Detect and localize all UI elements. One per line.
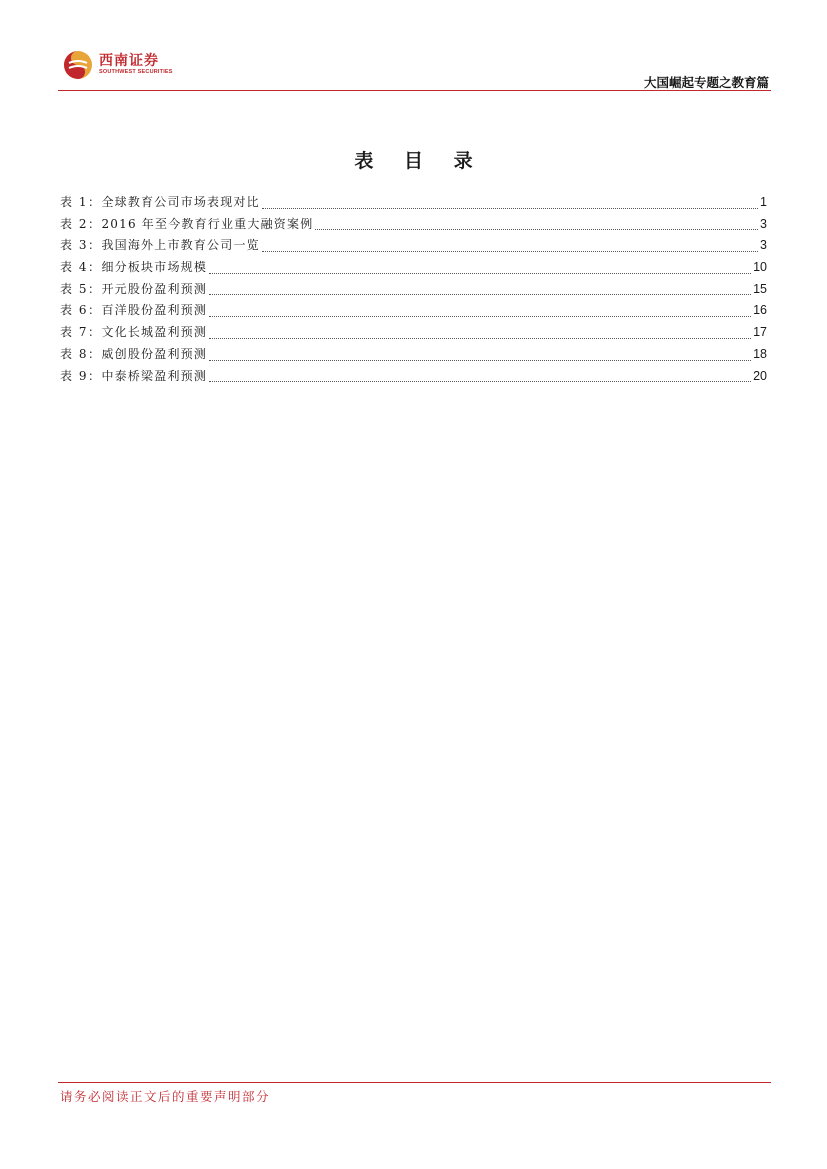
- toc-entry-page: 16: [753, 303, 767, 318]
- toc-entry-label: 表 1：: [60, 195, 102, 209]
- toc-entry-label: 表 3：: [60, 238, 102, 253]
- toc-leader-dots: [209, 315, 751, 317]
- toc-entry[interactable]: [60, 323, 767, 345]
- toc-entry-page: 10: [753, 260, 767, 275]
- toc-entry-label: 表 6：: [60, 303, 102, 318]
- toc-entry-text: 细分板块市场规模: [101, 260, 208, 275]
- toc-leader-dots: [209, 359, 751, 361]
- southwest-securities-logo-icon: [63, 50, 93, 80]
- toc-leader-dots: [209, 272, 751, 274]
- toc-entry-text: 开元股份盈利预测: [101, 281, 208, 296]
- toc-entry-label: 表 8：: [60, 346, 102, 361]
- toc-entry-page: 18: [753, 346, 767, 361]
- toc-leader-dots: [209, 293, 751, 295]
- logo-english-name: SOUTHWEST SECURITIES: [99, 69, 173, 76]
- toc-entry-page: 3: [760, 238, 767, 253]
- toc-entry-page: 3: [760, 216, 767, 231]
- toc-entry-text: 文化长城盈利预测: [101, 325, 208, 340]
- toc-entry[interactable]: [60, 280, 767, 302]
- toc-entry-label: 表 2：: [60, 216, 102, 231]
- toc-entry[interactable]: [60, 215, 767, 237]
- page-header: [58, 48, 771, 92]
- toc-entry[interactable]: [60, 301, 767, 323]
- toc-entry-text: 威创股份盈利预测: [101, 346, 208, 361]
- table-of-tables: [60, 193, 767, 388]
- toc-entry[interactable]: [60, 236, 767, 258]
- header-divider: [58, 90, 771, 91]
- toc-entry[interactable]: [60, 258, 767, 280]
- toc-leader-dots: [262, 207, 758, 209]
- toc-entry-label: 表 7：: [60, 325, 102, 340]
- toc-leader-dots: [315, 228, 758, 230]
- toc-entry-label: 表 4：: [60, 260, 102, 275]
- toc-entry-text: 全球教育公司市场表现对比: [101, 195, 260, 209]
- toc-entry[interactable]: [60, 193, 767, 215]
- footer-disclaimer: 请务必阅读正文后的重要声明部分: [60, 1089, 271, 1104]
- report-title: 大国崛起专题之教育篇: [643, 75, 769, 90]
- toc-entry-page: 20: [753, 368, 767, 383]
- toc-entry[interactable]: [60, 367, 767, 389]
- toc-entry-page: 1: [760, 195, 767, 209]
- toc-entry-page: 15: [753, 281, 767, 296]
- toc-entry[interactable]: [60, 345, 767, 367]
- toc-title: 表 目 录: [354, 150, 485, 172]
- toc-entry-page: 17: [753, 325, 767, 340]
- toc-entry-text: 2016 年至今教育行业重大融资案例: [101, 216, 314, 231]
- footer-divider: [58, 1082, 771, 1083]
- toc-leader-dots: [209, 380, 751, 382]
- toc-leader-dots: [209, 337, 751, 339]
- toc-entry-text: 百洋股份盈利预测: [101, 303, 208, 318]
- company-logo: [63, 50, 173, 80]
- toc-entry-text: 中泰桥梁盈利预测: [101, 368, 208, 383]
- toc-entry-text: 我国海外上市教育公司一览: [101, 238, 260, 253]
- toc-entry-label: 表 5：: [60, 281, 102, 296]
- toc-entry-label: 表 9：: [60, 368, 102, 383]
- toc-leader-dots: [262, 250, 758, 252]
- logo-chinese-name: 西南证券: [99, 53, 159, 70]
